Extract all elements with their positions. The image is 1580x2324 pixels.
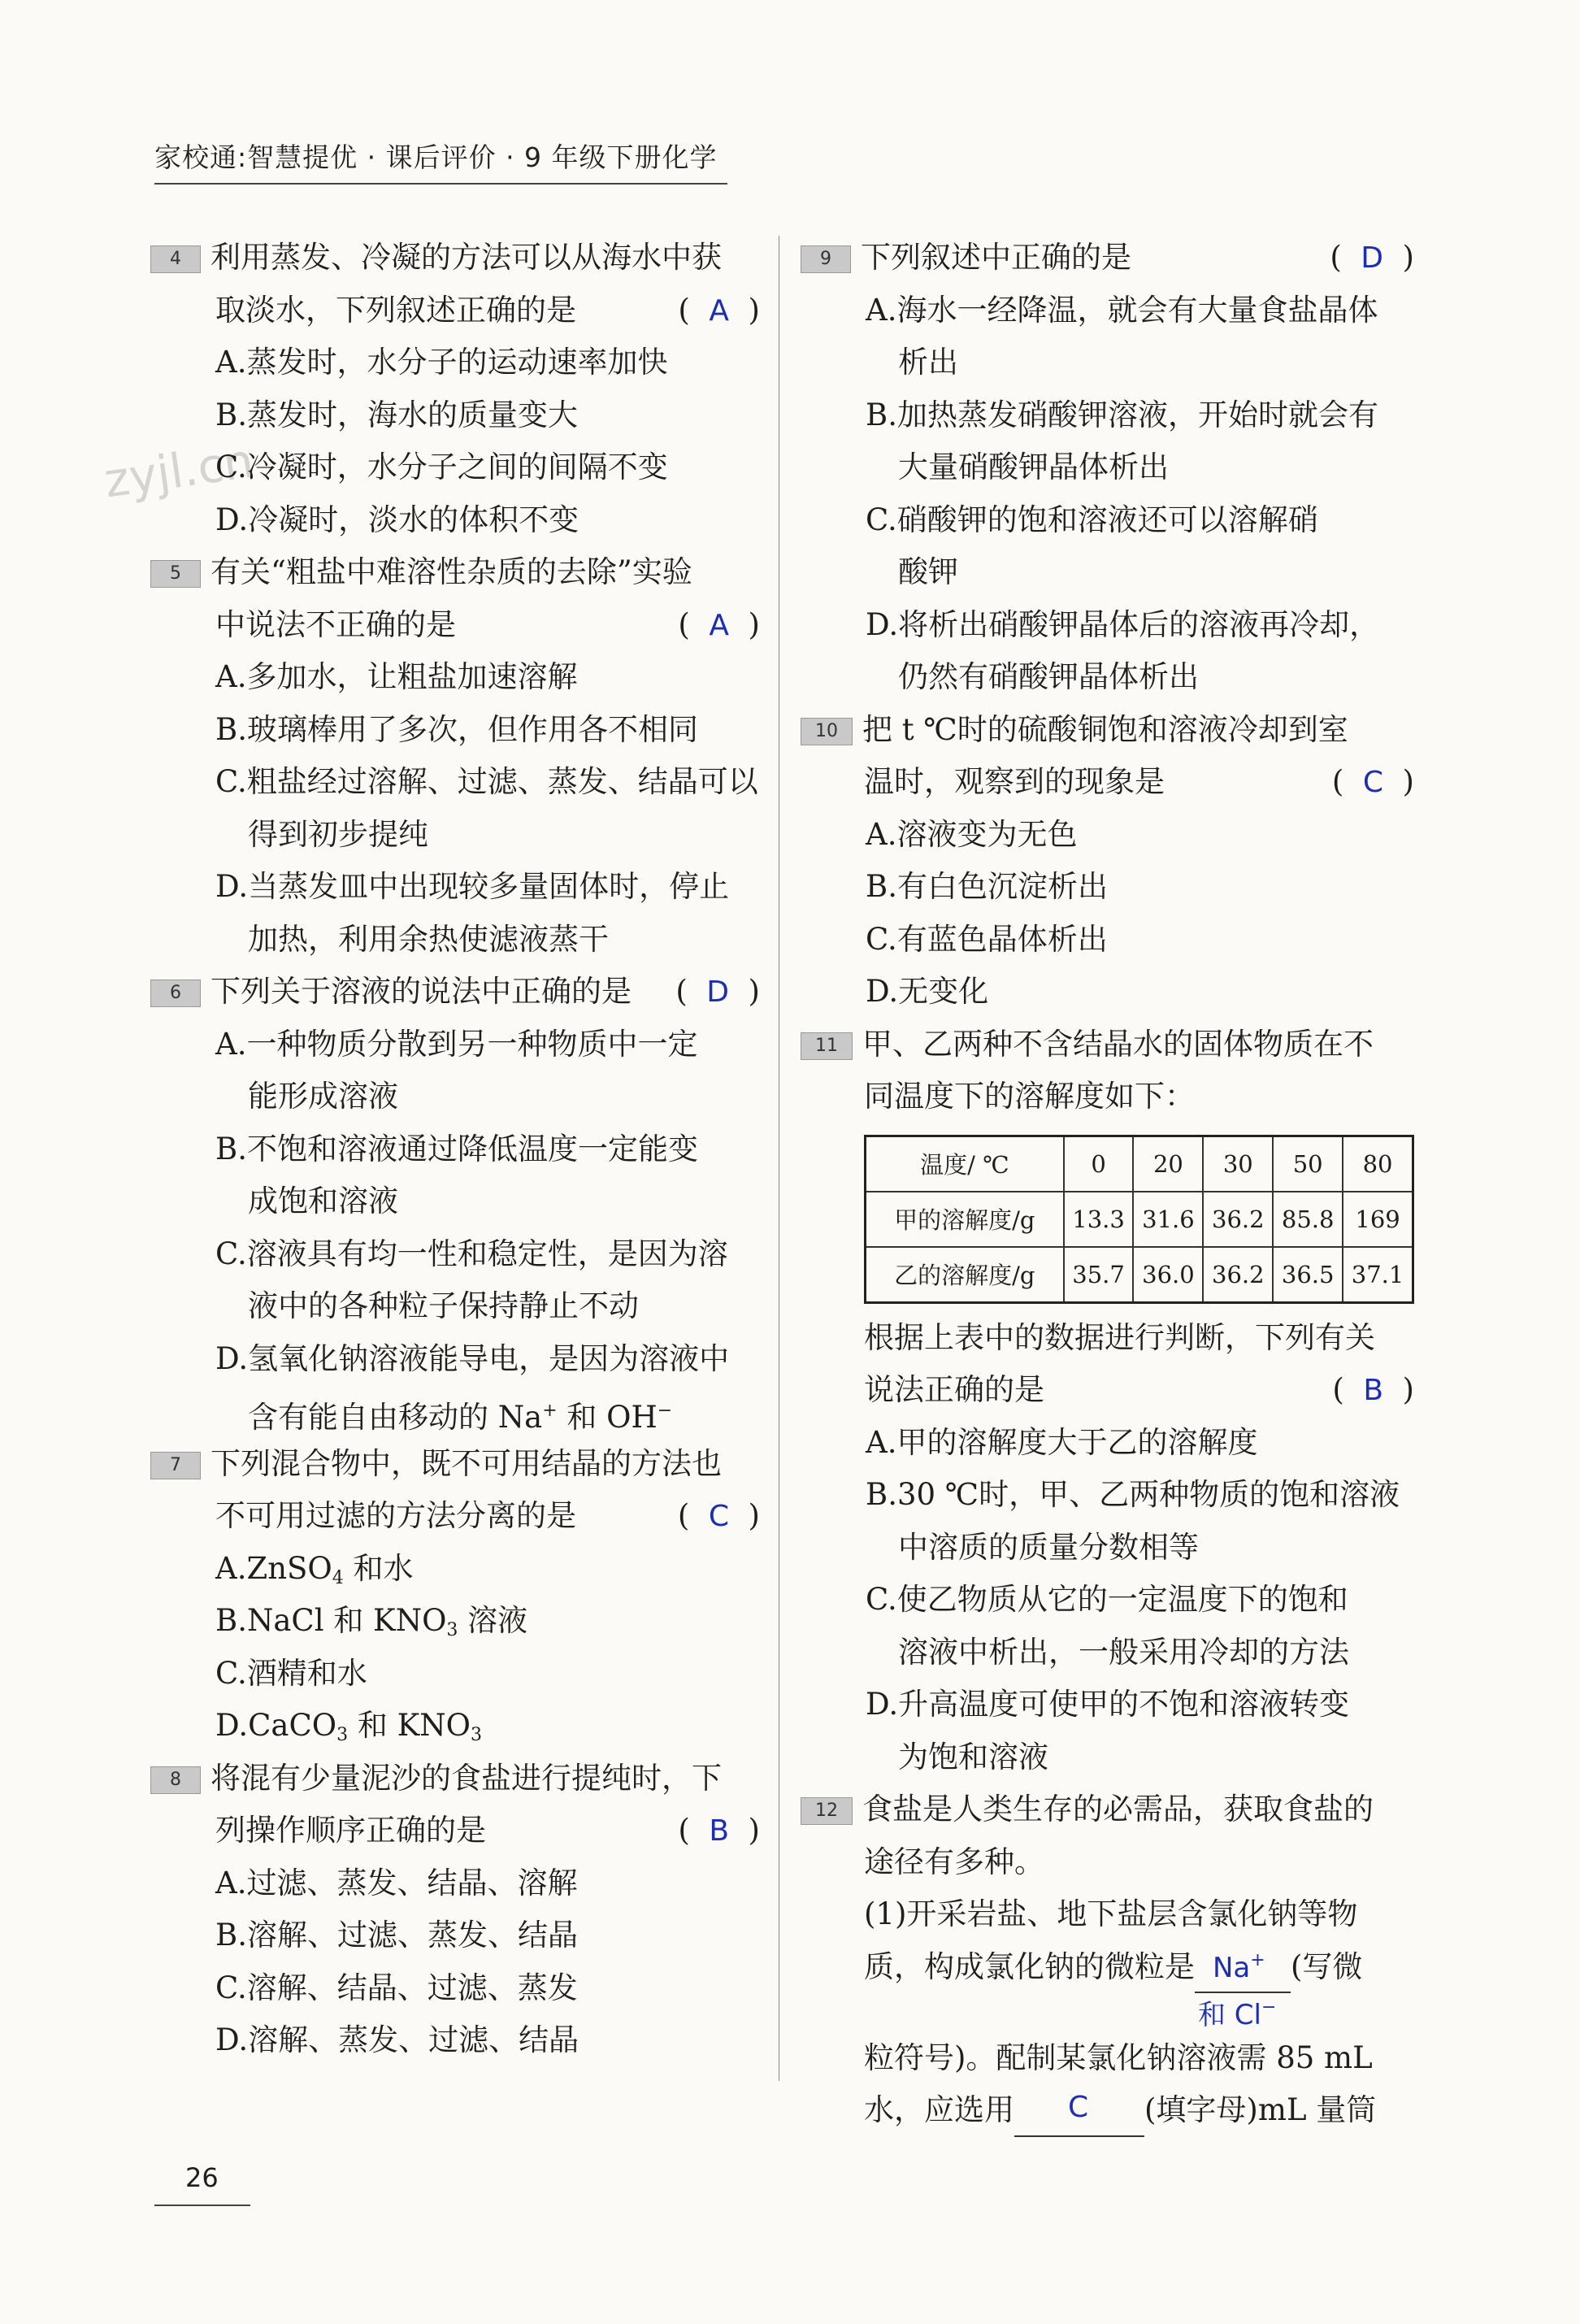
- option-d: D.升高温度可使甲的不饱和溶液转变: [866, 1687, 1350, 1722]
- question-4: [150, 232, 760, 546]
- table-cell: 169: [1343, 1192, 1413, 1247]
- option-b: B.溶解、过滤、蒸发、结晶: [215, 1918, 578, 1953]
- table-cell: 36.5: [1273, 1247, 1343, 1303]
- question-number: 10: [801, 718, 853, 745]
- option-a: A.多加水，让粗盐加速溶解: [215, 659, 578, 694]
- question-9: [801, 232, 1414, 704]
- question-stem: 下列叙述中正确的是: [861, 240, 1131, 275]
- table-cell: 温度/ ℃: [866, 1136, 1064, 1192]
- question-text: 水，应选用: [864, 2092, 1014, 2127]
- option-b: B.蒸发时，海水的质量变大: [215, 397, 578, 432]
- table-cell: 20: [1133, 1136, 1203, 1192]
- question-12: [801, 1783, 1414, 2137]
- option-text: 和水: [343, 1550, 414, 1586]
- question-number: 5: [150, 560, 201, 588]
- option-a: A.一种物质分散到另一种物质中一定: [215, 1026, 698, 1062]
- answer-mark: B: [1363, 1374, 1384, 1407]
- subscript: 4: [332, 1567, 344, 1588]
- page-header: 家校通:智慧提优 · 课后评价 · 9 年级下册化学: [154, 141, 718, 173]
- answer-mark: A: [709, 293, 730, 328]
- answer-mark: D: [706, 975, 730, 1009]
- table-cell: 13.3: [1064, 1192, 1134, 1247]
- option-text: 和 OH: [557, 1400, 658, 1435]
- table-cell: 35.7: [1064, 1247, 1134, 1303]
- question-stem: 有关“粗盐中难溶性杂质的去除”实验: [211, 554, 692, 589]
- answer-bracket: ( A ): [678, 606, 760, 642]
- left-column: [150, 232, 760, 2067]
- option-c-continued: 得到初步提纯: [248, 816, 428, 852]
- table-cell: 甲的溶解度/g: [866, 1192, 1064, 1247]
- table-cell: 36.0: [1133, 1247, 1203, 1303]
- answer-bracket: ( D ): [1330, 240, 1414, 275]
- question-stem: 同温度下的溶解度如下：: [864, 1079, 1195, 1114]
- option-a: A.甲的溶解度大于乙的溶解度: [866, 1424, 1258, 1460]
- question-11: [801, 1019, 1414, 1784]
- table-cell: 85.8: [1273, 1192, 1343, 1247]
- table-cell: 36.2: [1203, 1247, 1273, 1303]
- answer-blank-2: [1014, 2090, 1144, 2137]
- option-a: [150, 1543, 760, 1596]
- question-stem: 将混有少量泥沙的食盐进行提纯时，下: [211, 1760, 722, 1796]
- option-b: [150, 1595, 760, 1648]
- option-d-continued: 为饱和溶液: [898, 1739, 1048, 1774]
- question-text: 质，构成氯化钠的微粒是: [864, 1948, 1195, 1984]
- option-text: 含有能自由移动的 Na: [248, 1400, 543, 1435]
- table-header-row: [866, 1136, 1413, 1192]
- option-c: C.硝酸钾的饱和溶液还可以溶解硝: [866, 502, 1318, 537]
- option-a: A.过滤、蒸发、结晶、溶解: [215, 1865, 578, 1900]
- option-c: C.溶液具有均一性和稳定性，是因为溶: [215, 1236, 728, 1271]
- answer-bracket: ( C ): [677, 1498, 760, 1533]
- option-b-continued: 大量硝酸钾晶体析出: [898, 450, 1169, 484]
- option-text: 和 KNO: [348, 1708, 471, 1743]
- header-rule: [154, 183, 727, 185]
- question-number: 7: [150, 1452, 201, 1479]
- question-stem: 利用蒸发、冷凝的方法可以从海水中获: [211, 240, 722, 275]
- option-text: D.CaCO: [215, 1708, 337, 1743]
- subscript: 3: [336, 1725, 349, 1745]
- question-stem: 温时，观察到的现象是: [864, 764, 1165, 799]
- question-number: 6: [150, 980, 201, 1007]
- option-a: A.海水一经降温，就会有大量食盐晶体: [866, 292, 1378, 328]
- subscript: 3: [446, 1620, 458, 1640]
- table-cell: 36.2: [1203, 1192, 1273, 1247]
- superscript: +: [542, 1401, 558, 1421]
- question-6: [150, 966, 760, 1438]
- question-number: 11: [801, 1032, 853, 1060]
- handwritten-answer: Na+: [1213, 1950, 1265, 1984]
- option-b: B.30 ℃时，甲、乙两种物质的饱和溶液: [866, 1477, 1400, 1512]
- table-cell: 乙的溶解度/g: [866, 1247, 1064, 1303]
- question-stem: 甲、乙两种不含结晶水的固体物质在不: [862, 1026, 1374, 1062]
- option-d-continued: 仍然有硝酸钾晶体析出: [898, 659, 1199, 694]
- right-column: [801, 232, 1414, 2137]
- table-cell: 31.6: [1133, 1192, 1203, 1247]
- question-stem: 取淡水，下列叙述正确的是: [215, 292, 576, 328]
- answer-mark: D: [1361, 241, 1384, 275]
- table-cell: 30: [1203, 1136, 1273, 1192]
- answer-mark: A: [709, 608, 730, 642]
- question-text: 粒符号)。配制某氯化钠溶液需 85 mL: [864, 2039, 1373, 2075]
- answer-bracket: ( A ): [678, 292, 760, 328]
- option-b: B.有白色沉淀析出: [866, 869, 1108, 904]
- superscript: −: [657, 1401, 673, 1421]
- question-7: [150, 1438, 760, 1753]
- option-a-continued: 能形成溶液: [248, 1079, 398, 1114]
- option-b: B.加热蒸发硝酸钾溶液，开始时就会有: [866, 397, 1378, 432]
- answer-mark: B: [709, 1814, 730, 1848]
- option-d: [150, 1700, 760, 1753]
- question-stem: 下列关于溶液的说法中正确的是: [211, 974, 632, 1009]
- handwritten-answer: C: [1068, 2090, 1089, 2124]
- option-b-continued: 成饱和溶液: [248, 1184, 398, 1218]
- option-text: 溶液: [458, 1603, 528, 1638]
- answer-mark: C: [1362, 766, 1384, 799]
- option-a-continued: 析出: [898, 345, 958, 380]
- option-text: A.ZnSO: [215, 1550, 332, 1586]
- question-stem: 把 t ℃时的硫酸铜饱和溶液冷却到室: [862, 711, 1348, 747]
- question-8: [150, 1753, 760, 2067]
- question-stem: 途径有多种。: [864, 1844, 1044, 1879]
- table-cell: 50: [1273, 1136, 1343, 1192]
- question-stem: 中说法不正确的是: [215, 606, 456, 642]
- option-text: B.NaCl 和 KNO: [215, 1603, 447, 1638]
- table-cell: 0: [1064, 1136, 1134, 1192]
- question-part-1: (1)开采岩盐、地下盐层含氯化钠等物: [864, 1896, 1358, 1931]
- question-text: (写微: [1291, 1948, 1363, 1984]
- option-c: C.冷凝时，水分子之间的间隔不变: [215, 450, 668, 484]
- option-c: C.使乙物质从它的一定温度下的饱和: [866, 1582, 1348, 1617]
- watermark: zyjl.cn: [101, 432, 257, 509]
- option-c: C.粗盐经过溶解、过滤、蒸发、结晶可以: [215, 764, 758, 799]
- option-c: C.酒精和水: [215, 1655, 367, 1691]
- option-c-continued: 酸钾: [898, 554, 958, 589]
- table-cell: 80: [1343, 1136, 1413, 1192]
- question-number: 12: [801, 1797, 853, 1825]
- option-d: D.冷凝时，淡水的体积不变: [215, 502, 579, 537]
- question-stem: 说法正确的是: [864, 1372, 1044, 1407]
- question-number: 8: [150, 1766, 201, 1794]
- answer-blank-1: [1195, 1946, 1291, 2031]
- answer-bracket: ( B ): [678, 1813, 760, 1848]
- table-row: [866, 1247, 1413, 1303]
- table-cell: 37.1: [1343, 1247, 1413, 1303]
- option-b: B.玻璃棒用了多次，但作用各不相同: [215, 711, 698, 747]
- answer-bracket: ( D ): [675, 974, 760, 1009]
- question-stem: 食盐是人类生存的必需品，获取食盐的: [862, 1792, 1374, 1827]
- question-text: (填字母)mL 量筒: [1144, 2092, 1377, 2127]
- page-number-rule: [154, 2205, 250, 2206]
- option-d: D.氢氧化钠溶液能导电，是因为溶液中: [215, 1340, 730, 1376]
- option-d: D.无变化: [866, 974, 989, 1009]
- option-d-continued: [150, 1385, 760, 1438]
- option-d: D.将析出硝酸钾晶体后的溶液再冷却，: [866, 606, 1380, 642]
- option-b: B.不饱和溶液通过降低温度一定能变: [215, 1131, 698, 1166]
- question-number: 9: [801, 245, 851, 273]
- question-number: 4: [150, 245, 201, 273]
- option-c: C.溶解、结晶、过滤、蒸发: [215, 1970, 578, 2005]
- answer-bracket: ( B ): [1332, 1372, 1414, 1407]
- option-d-continued: 加热，利用余热使滤液蒸干: [248, 921, 609, 957]
- option-b-continued: 中溶质的质量分数相等: [898, 1529, 1199, 1565]
- question-10: [801, 704, 1414, 1019]
- question-stem: 根据上表中的数据进行判断，下列有关: [864, 1319, 1375, 1355]
- solubility-table: [864, 1135, 1414, 1304]
- option-d: D.当蒸发皿中出现较多量固体时，停止: [215, 869, 730, 904]
- subscript: 3: [471, 1725, 482, 1745]
- table-row: [866, 1192, 1413, 1247]
- answer-mark: C: [708, 1500, 730, 1533]
- question-stem: 下列混合物中，既不可用结晶的方法也: [211, 1445, 722, 1481]
- question-5: [150, 546, 760, 966]
- page-number: 26: [185, 2162, 219, 2193]
- option-a: A.溶液变为无色: [866, 816, 1078, 852]
- option-c-continued: 液中的各种粒子保持静止不动: [248, 1288, 639, 1323]
- option-d: D.溶解、蒸发、过滤、结晶: [215, 2022, 579, 2057]
- option-c: C.有蓝色晶体析出: [866, 921, 1108, 957]
- option-c-continued: 溶液中析出，一般采用冷却的方法: [898, 1634, 1349, 1670]
- question-stem: 列操作顺序正确的是: [215, 1813, 486, 1848]
- handwritten-answer: 和 Cl−: [1198, 1997, 1277, 2031]
- question-stem: 不可用过滤的方法分离的是: [215, 1498, 576, 1533]
- option-a: A.蒸发时，水分子的运动速率加快: [215, 345, 668, 380]
- answer-bracket: ( C ): [1331, 764, 1414, 799]
